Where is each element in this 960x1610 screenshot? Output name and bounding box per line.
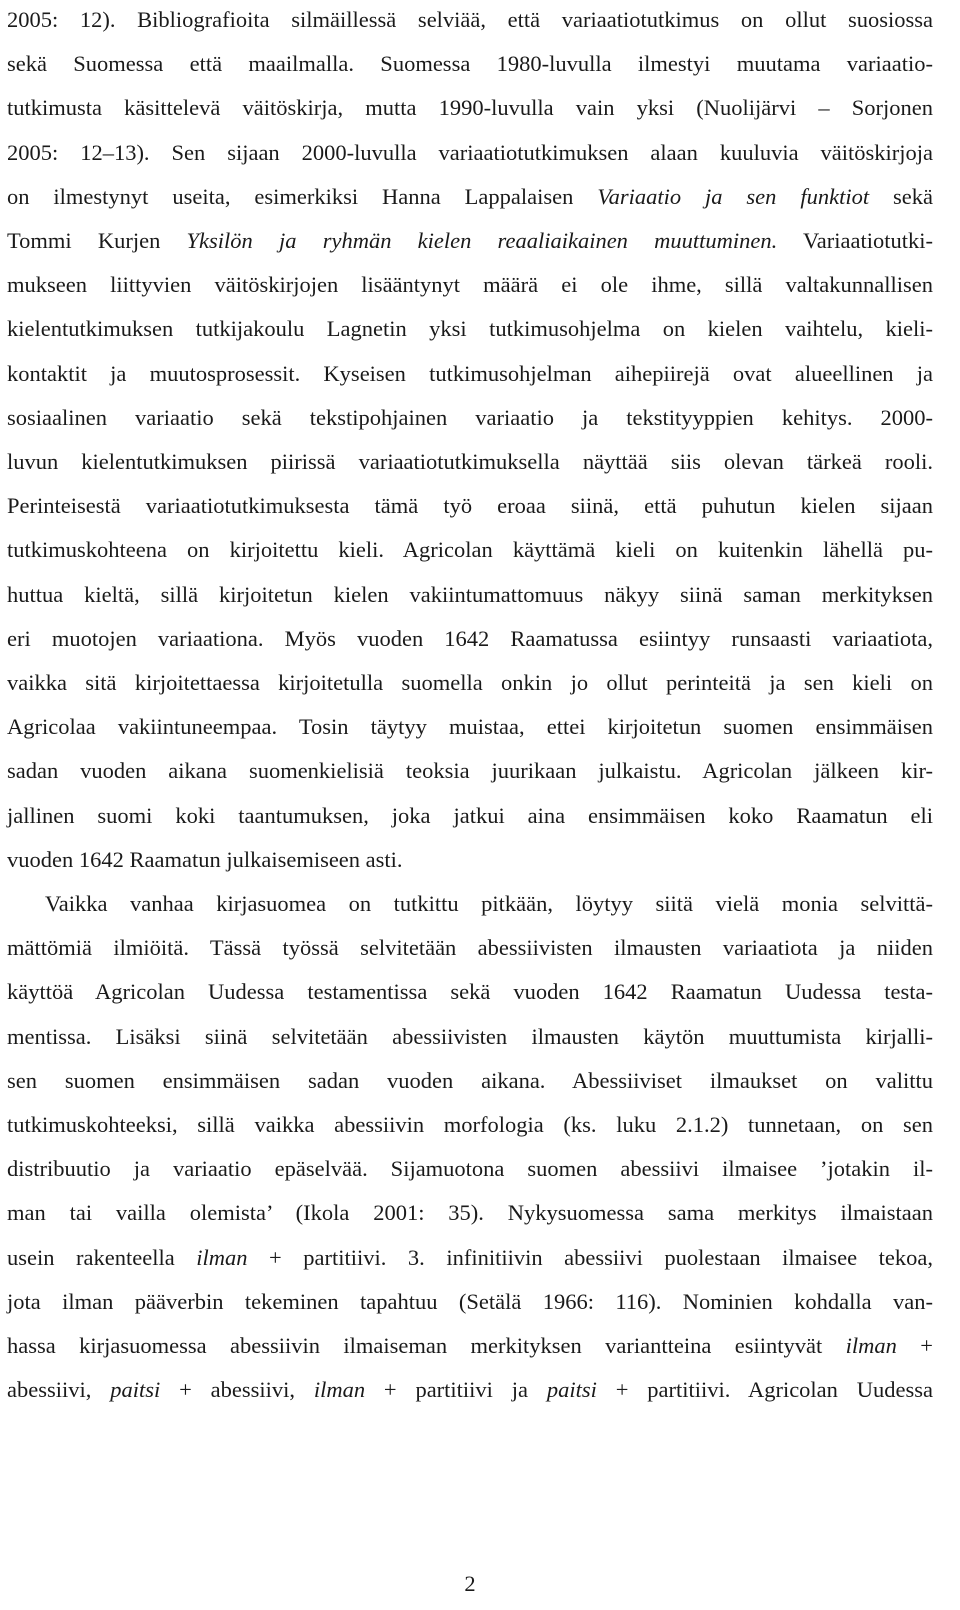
page-number: 2 — [464, 1571, 476, 1596]
text-segment: sekä — [869, 183, 933, 209]
text-segment: huttua kieltä, sillä kirjoitetun kielen vakiintumattomuus näkyy siinä saman merkityksen — [7, 581, 933, 607]
text-segment: usein rakenteella — [7, 1244, 197, 1270]
text-segment: tutkimusta käsittelevä väitöskirja, mutta 1990-luvulla vain yksi (Nuolijärvi – Sorjonen — [7, 95, 933, 121]
text-segment: vuoden 1642 Raamatun julkaisemiseen asti. — [7, 846, 403, 872]
text-segment: mukseen liittyvien väitöskirjojen lisääntynyt määrä ei ole ihme, sillä valtakunnallisen — [7, 272, 933, 298]
text-line — [7, 445, 933, 479]
text-line — [7, 1196, 933, 1230]
text-segment: + partitiivi. 3. infinitiivin abessiivi puolestaan ilmaisee tekoa, — [247, 1244, 933, 1270]
text-line — [7, 91, 933, 125]
text-segment: on ilmestynyt useita, esimerkiksi Hanna Lappalaisen — [7, 183, 598, 209]
text-line — [7, 47, 933, 81]
text-line — [7, 312, 933, 346]
text-segment: distribuutio ja variaatio epäselvää. Sijamuotona suomen abessiivi ilmaisee ’jotakin il- — [7, 1156, 933, 1182]
text-segment: + partitiivi. Agricolan Uudessa — [596, 1377, 933, 1403]
text-segment: Agricolaa vakiintuneempaa. Tosin täytyy muistaa, ettei kirjoitetun suomen ensimmäisen — [7, 714, 933, 740]
text-segment: hassa kirjasuomessa abessiivin ilmaiseman merkityksen variantteina esiintyvät — [7, 1333, 846, 1358]
text-segment: sadan vuoden aikana suomenkielisiä teoksia juurikaan julkaistu. Agricolan jälkeen kir- — [7, 758, 933, 784]
text-line — [7, 224, 933, 258]
text-line — [7, 1241, 933, 1275]
text-line — [7, 1020, 933, 1054]
text-segment: Tommi Kurjen — [7, 228, 187, 253]
text-line — [7, 1285, 933, 1319]
text-segment: kontaktit ja muutosprosessit. Kyseisen tutkimusohjelman aihepiirejä ovat alueellinen ja — [7, 360, 933, 386]
text-segment: käyttöä Agricolan Uudessa testamentissa sekä vuoden 1642 Raamatun Uudessa testa- — [7, 979, 933, 1005]
text-segment: + abessiivi, — [160, 1377, 314, 1403]
text-line — [7, 931, 933, 965]
text-line — [7, 357, 933, 391]
text-line — [7, 1064, 933, 1098]
text-segment: jota ilman pääverbin tekeminen tapahtuu (Setälä 1966: 116). Nominien kohdalla van- — [7, 1288, 933, 1314]
text-segment: tutkimuskohteeksi, sillä vaikka abessiivin morfologia (ks. luku 2.1.2) tunnetaan, on sen — [7, 1112, 933, 1137]
text-line — [7, 268, 933, 302]
italic-text: paitsi — [546, 1377, 597, 1403]
text-segment: mättömiä ilmiöitä. Tässä työssä selvitetään abessiivisten ilmausten variaatiota ja niiden — [7, 935, 933, 961]
text-line — [7, 1373, 933, 1407]
text-segment: jallinen suomi koki taantumuksen, joka jatkui aina ensimmäisen koko Raamatun eli — [7, 802, 933, 828]
text-line — [7, 843, 933, 877]
text-line — [7, 887, 933, 921]
text-segment: sosiaalinen variaatio sekä tekstipohjainen variaatio ja tekstityyppien kehitys. 2000- — [7, 404, 933, 430]
text-segment: tutkimuskohteena on kirjoitettu kieli. Agricolan käyttämä kieli on kuitenkin lähellä pu- — [7, 537, 933, 563]
text-line — [7, 401, 933, 435]
text-segment: sen suomen ensimmäisen sadan vuoden aikana. Abessiiviset ilmaukset on valittu — [7, 1067, 933, 1093]
text-line — [7, 710, 933, 744]
text-line — [7, 1108, 933, 1142]
text-segment: Vaikka vanhaa kirjasuomea on tutkittu pitkään, löytyy siitä vielä monia selvittä- — [45, 891, 933, 916]
text-segment: vaikka sitä kirjoitettaessa kirjoitetulla suomella onkin jo ollut perinteitä ja sen kieli on — [7, 670, 933, 695]
text-line — [7, 3, 933, 37]
italic-text: ilman — [196, 1244, 248, 1270]
text-segment: + — [896, 1333, 933, 1358]
text-line — [7, 180, 933, 214]
text-segment: kielentutkimuksen tutkijakoulu Lagnetin yksi tutkimusohjelma on kielen vaihtelu, kieli- — [7, 316, 933, 342]
text-line — [7, 1152, 933, 1186]
text-line — [7, 136, 933, 170]
text-line — [7, 489, 933, 523]
text-segment: sekä Suomessa että maailmalla. Suomessa 1980-luvulla ilmestyi muutama variaatio- — [7, 51, 933, 77]
italic-text: Variaatio ja sen funktiot — [597, 183, 870, 209]
text-segment: eri muotojen variaationa. Myös vuoden 1642 Raamatussa esiintyy runsaasti variaatiota, — [7, 625, 933, 651]
text-line — [7, 666, 933, 700]
text-segment: 2005: 12–13). Sen sijaan 2000-luvulla variaatiotutkimuksen alaan kuuluvia väitöskirjoja — [7, 139, 933, 165]
text-segment: luvun kielentutkimuksen piirissä variaatiotutkimuksella näyttää siis olevan tärkeä rooli. — [7, 449, 933, 474]
text-line — [7, 799, 933, 833]
text-line — [7, 533, 933, 567]
italic-text: paitsi — [110, 1377, 161, 1403]
text-segment: abessiivi, — [7, 1377, 111, 1403]
text-line — [7, 622, 933, 656]
text-segment: Variaatiotutki- — [777, 228, 933, 253]
text-line — [7, 754, 933, 788]
text-line — [7, 975, 933, 1009]
italic-text: ilman — [845, 1333, 897, 1358]
text-segment: Perinteisestä variaatiotutkimuksesta tämä työ eroaa siinä, että puhutun kielen sijaan — [7, 493, 933, 519]
text-line — [7, 1329, 933, 1363]
text-segment: + partitiivi ja — [365, 1377, 547, 1403]
italic-text: Yksilön ja ryhmän kielen reaaliaikainen muuttuminen. — [186, 228, 778, 253]
text-segment: mentissa. Lisäksi siinä selvitetään abessiivisten ilmausten käytön muuttumista kirjalli- — [7, 1023, 933, 1049]
text-segment: man tai vailla olemista’ (Ikola 2001: 35). Nykysuomessa sama merkitys ilmaistaan — [7, 1200, 933, 1226]
text-segment: 2005: 12). Bibliografioita silmäillessä selviää, että variaatiotutkimus on ollut suosiossa — [7, 7, 933, 32]
italic-text: ilman — [313, 1377, 366, 1403]
text-line — [7, 578, 933, 612]
